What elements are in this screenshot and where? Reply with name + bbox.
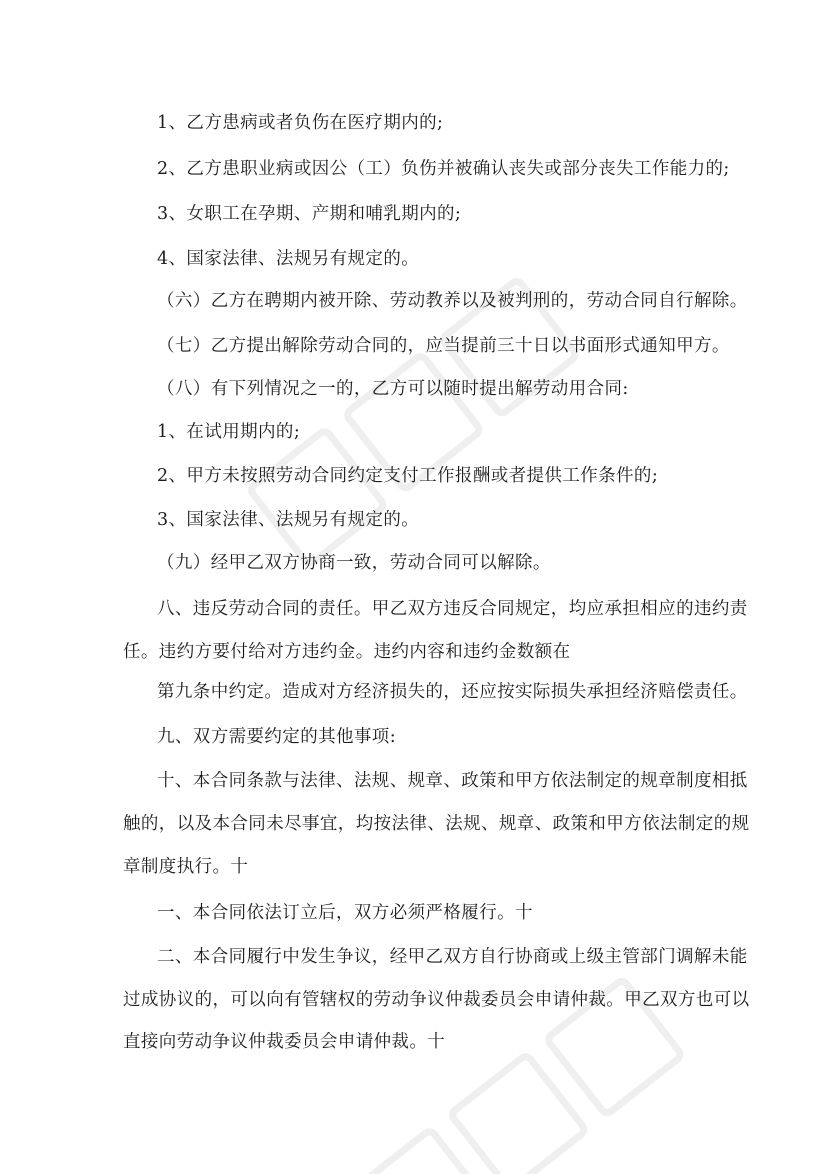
text-line: 4、国家法律、法规另有规定的。 bbox=[157, 249, 420, 269]
watermark-mark bbox=[349, 1124, 495, 1174]
text-line: 2、乙方患职业病或因公（工）负伤并被确认丧失或部分丧失工作能力的; bbox=[157, 159, 730, 179]
text-line: 过成协议的，可以向有管辖权的劳动争议仲裁委员会申请仲裁。甲乙双方也可以 bbox=[123, 990, 750, 1010]
text-line: 八、违反劳动合同的责任。甲乙双方违反合同规定，均应承担相应的违约责 bbox=[157, 599, 748, 619]
watermark-mark bbox=[244, 424, 390, 570]
text-line: 任。违约方要付给对方违约金。违约内容和违约金数额在 bbox=[123, 642, 571, 662]
text-line: 3、国家法律、法规另有规定的。 bbox=[157, 510, 420, 530]
text-line: 章制度执行。十 bbox=[123, 857, 249, 877]
watermark-mark bbox=[445, 1049, 591, 1174]
text-line: （八）有下列情况之一的，乙方可以随时提出解劳动用合同: bbox=[157, 379, 629, 399]
text-line: 十、本合同条款与法律、法规、规章、政策和甲方依法制定的规章制度相抵 bbox=[157, 771, 748, 791]
text-line: 2、甲方未按照劳动合同约定支付工作报酬或者提供工作条件的; bbox=[157, 466, 659, 486]
text-line: 二、本合同履行中发生争议，经甲乙双方自行协商或上级主管部门调解未能 bbox=[157, 947, 748, 967]
text-line: （六）乙方在聘期内被开除、劳动教养以及被判刑的，劳动合同自行解除。 bbox=[157, 291, 748, 311]
text-line: 1、乙方患病或者负伤在医疗期内的; bbox=[157, 113, 444, 133]
text-line: 1、在试用期内的; bbox=[157, 422, 301, 442]
text-line: （七）乙方提出解除劳动合同的，应当提前三十日以书面形式通知甲方。 bbox=[157, 336, 730, 356]
text-line: 九、双方需要约定的其他事项: bbox=[157, 727, 396, 747]
text-line: （九）经甲乙双方协商一致，劳动合同可以解除。 bbox=[157, 553, 551, 573]
text-line: 触的，以及本合同未尽事宜，均按法律、法规、规章、政策和甲方依法制定的规 bbox=[123, 814, 750, 834]
text-line: 3、女职工在孕期、产期和哺乳期内的; bbox=[157, 204, 462, 224]
text-line: 一、本合同依法订立后，双方必须严格履行。十 bbox=[157, 903, 533, 923]
text-line: 第九条中约定。造成对方经济损失的，还应按实际损失承担经济赔偿责任。 bbox=[157, 682, 748, 702]
text-line: 直接向劳动争议仲裁委员会申请仲裁。十 bbox=[123, 1032, 446, 1052]
